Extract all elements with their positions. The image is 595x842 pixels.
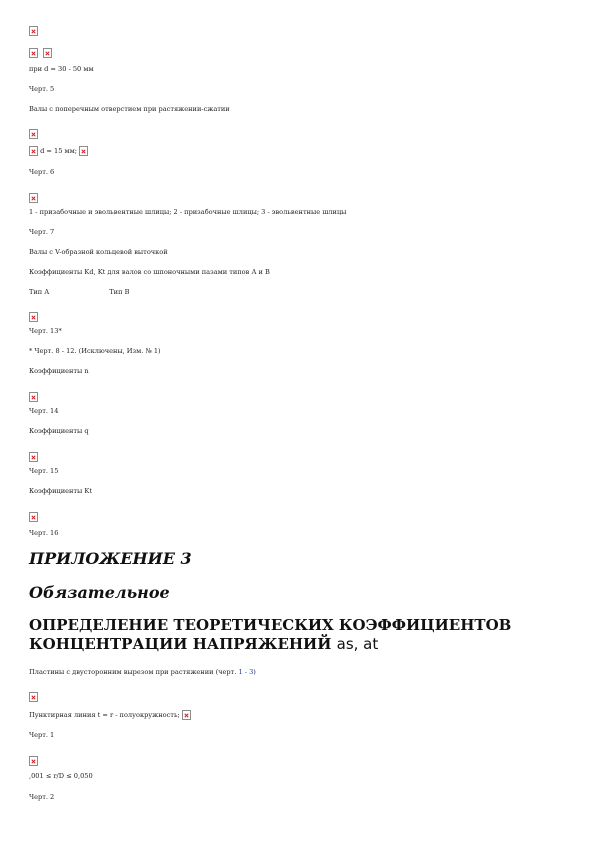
text-line-with-image (29, 146, 88, 156)
figure-image-row-2 (29, 42, 52, 61)
text-line-with-image (29, 710, 191, 720)
broken-image-icon (29, 129, 38, 139)
text-line: Коэффициенты q (29, 427, 89, 435)
broken-image-icon (29, 312, 38, 322)
figure-image-1 (29, 20, 38, 39)
broken-image-icon (182, 710, 191, 720)
chart-caption: Черт. 13* (29, 327, 62, 335)
type-labels-row (29, 288, 129, 297)
type-b-label: Тип В (109, 288, 130, 296)
broken-image-icon (29, 692, 38, 702)
text-line: Валы с поперечным отверстием при растяжении-сжатии (29, 105, 230, 113)
text-line: ,001 ≤ r/D ≤ 0,050 (29, 772, 93, 780)
appendix-title: ПРИЛОЖЕНИЕ 3 (29, 549, 192, 568)
legend-line: 1 - призабочные и эвольвентные шлицы; 2 - призабочные шлицы; 3 - эвольвентные шлицы (29, 208, 347, 216)
chart-caption: Черт. 15 (29, 467, 59, 475)
text-line: Валы с V-образной кольцевой выточкой (29, 248, 168, 256)
section-title (29, 616, 529, 654)
chart-caption: Черт. 7 (29, 228, 55, 236)
figure-image-10 (29, 750, 38, 769)
broken-image-icon (29, 452, 38, 462)
text-line: Коэффициенты n (29, 367, 89, 375)
section-title-tail: as, at (336, 635, 379, 653)
chart-caption: Черт. 6 (29, 168, 55, 176)
figure-image-4 (29, 187, 38, 206)
footnote: * Черт. 8 - 12. (Исключены, Изм. № 1) (29, 347, 161, 355)
text-inline: Пластины с двусторонним вырезом при растяжении (черт. (29, 668, 239, 676)
section-title-main: ОПРЕДЕЛЕНИЕ ТЕОРЕТИЧЕСКИХ КОЭФФИЦИЕНТОВ КОНЦЕНТРАЦИИ НАПРЯЖЕНИЙ (29, 616, 512, 653)
figure-range-link[interactable]: 1 - 3 (238, 668, 254, 676)
figure-image-9 (29, 686, 38, 705)
text-line: при d = 30 - 50 мм (29, 65, 94, 73)
broken-image-icon (29, 512, 38, 522)
chart-caption: Черт. 1 (29, 731, 55, 739)
figure-image-6 (29, 386, 38, 405)
figure-image-5 (29, 306, 38, 325)
text-inline: d = 15 мм; (40, 147, 78, 155)
text-inline: Пунктирная линия t = r - полуокружность; (29, 711, 180, 719)
broken-image-icon (43, 48, 52, 58)
broken-image-icon (79, 146, 88, 156)
chart-caption: Черт. 2 (29, 793, 55, 801)
figure-image-3 (29, 123, 38, 142)
figure-image-7 (29, 446, 38, 465)
text-line: Коэффициенты Kt (29, 487, 92, 495)
broken-image-icon (29, 193, 38, 203)
chart-caption: Черт. 16 (29, 529, 59, 537)
chart-caption: Черт. 14 (29, 407, 59, 415)
broken-image-icon (29, 26, 38, 36)
broken-image-icon (29, 48, 38, 58)
type-a-label: Тип А (29, 288, 50, 296)
figure-image-8 (29, 506, 38, 525)
broken-image-icon (29, 392, 38, 402)
text-line: Коэффициенты Kd, Kt для валов со шпоночными пазами типов А и В (29, 268, 270, 276)
appendix-subtitle: Обязательное (29, 583, 170, 602)
text-inline: ) (253, 668, 256, 676)
broken-image-icon (29, 756, 38, 766)
chart-caption: Черт. 5 (29, 85, 55, 93)
broken-image-icon (29, 146, 38, 156)
text-line-with-link (29, 668, 256, 677)
